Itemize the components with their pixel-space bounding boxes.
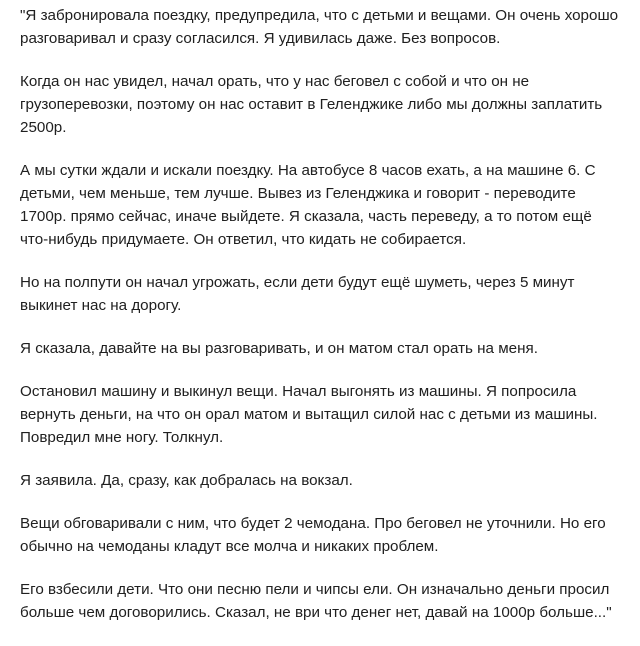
paragraph-1: "Я забронировала поездку, предупредила, что с детьми и вещами. Он очень хорошо разговаривал и сразу согласился. Я удивилась даже. Без вопросов. bbox=[20, 7, 619, 47]
paragraph-8: Вещи обговаривали с ним, что будет 2 чемодана. Про беговел не уточнили. Но его обычно на чемоданы кладут все молча и никаких проблем. bbox=[20, 515, 606, 555]
paragraph-4: Но на полпути он начал угрожать, если дети будут ещё шуметь, через 5 минут выкинет нас на дорогу. bbox=[20, 274, 575, 314]
paragraph-3: А мы сутки ждали и искали поездку. На автобусе 8 часов ехать, а на машине 6. С детьми, чем меньше, тем лучше. Вывез из Геленджика и говорит - переводите 1700р. прямо сейчас, иначе выйдете. Я сказала, часть переведу, а то потом ещё что-нибудь придумаете. Он ответил, что кидать не собирается. bbox=[20, 162, 596, 248]
paragraph-9: Его взбесили дети. Что они песню пели и чипсы ели. Он изначально деньги просил больше чем договорились. Сказал, не ври что денег нет, давай на 1000р больше..." bbox=[20, 581, 612, 621]
paragraph-7: Я заявила. Да, сразу, как добралась на вокзал. bbox=[20, 472, 353, 489]
paragraph-6: Остановил машину и выкинул вещи. Начал выгонять из машины. Я попросила вернуть деньги, на что он орал матом и вытащил силой нас с детьми из машины. Повредил мне ногу. Толкнул. bbox=[20, 383, 598, 446]
post-text-body bbox=[20, 4, 624, 624]
paragraph-5: Я сказала, давайте на вы разговаривать, и он матом стал орать на меня. bbox=[20, 340, 538, 357]
paragraph-2: Когда он нас увидел, начал орать, что у нас беговел с собой и что он не грузоперевозки, поэтому он нас оставит в Геленджике либо мы должны заплатить 2500р. bbox=[20, 73, 603, 136]
